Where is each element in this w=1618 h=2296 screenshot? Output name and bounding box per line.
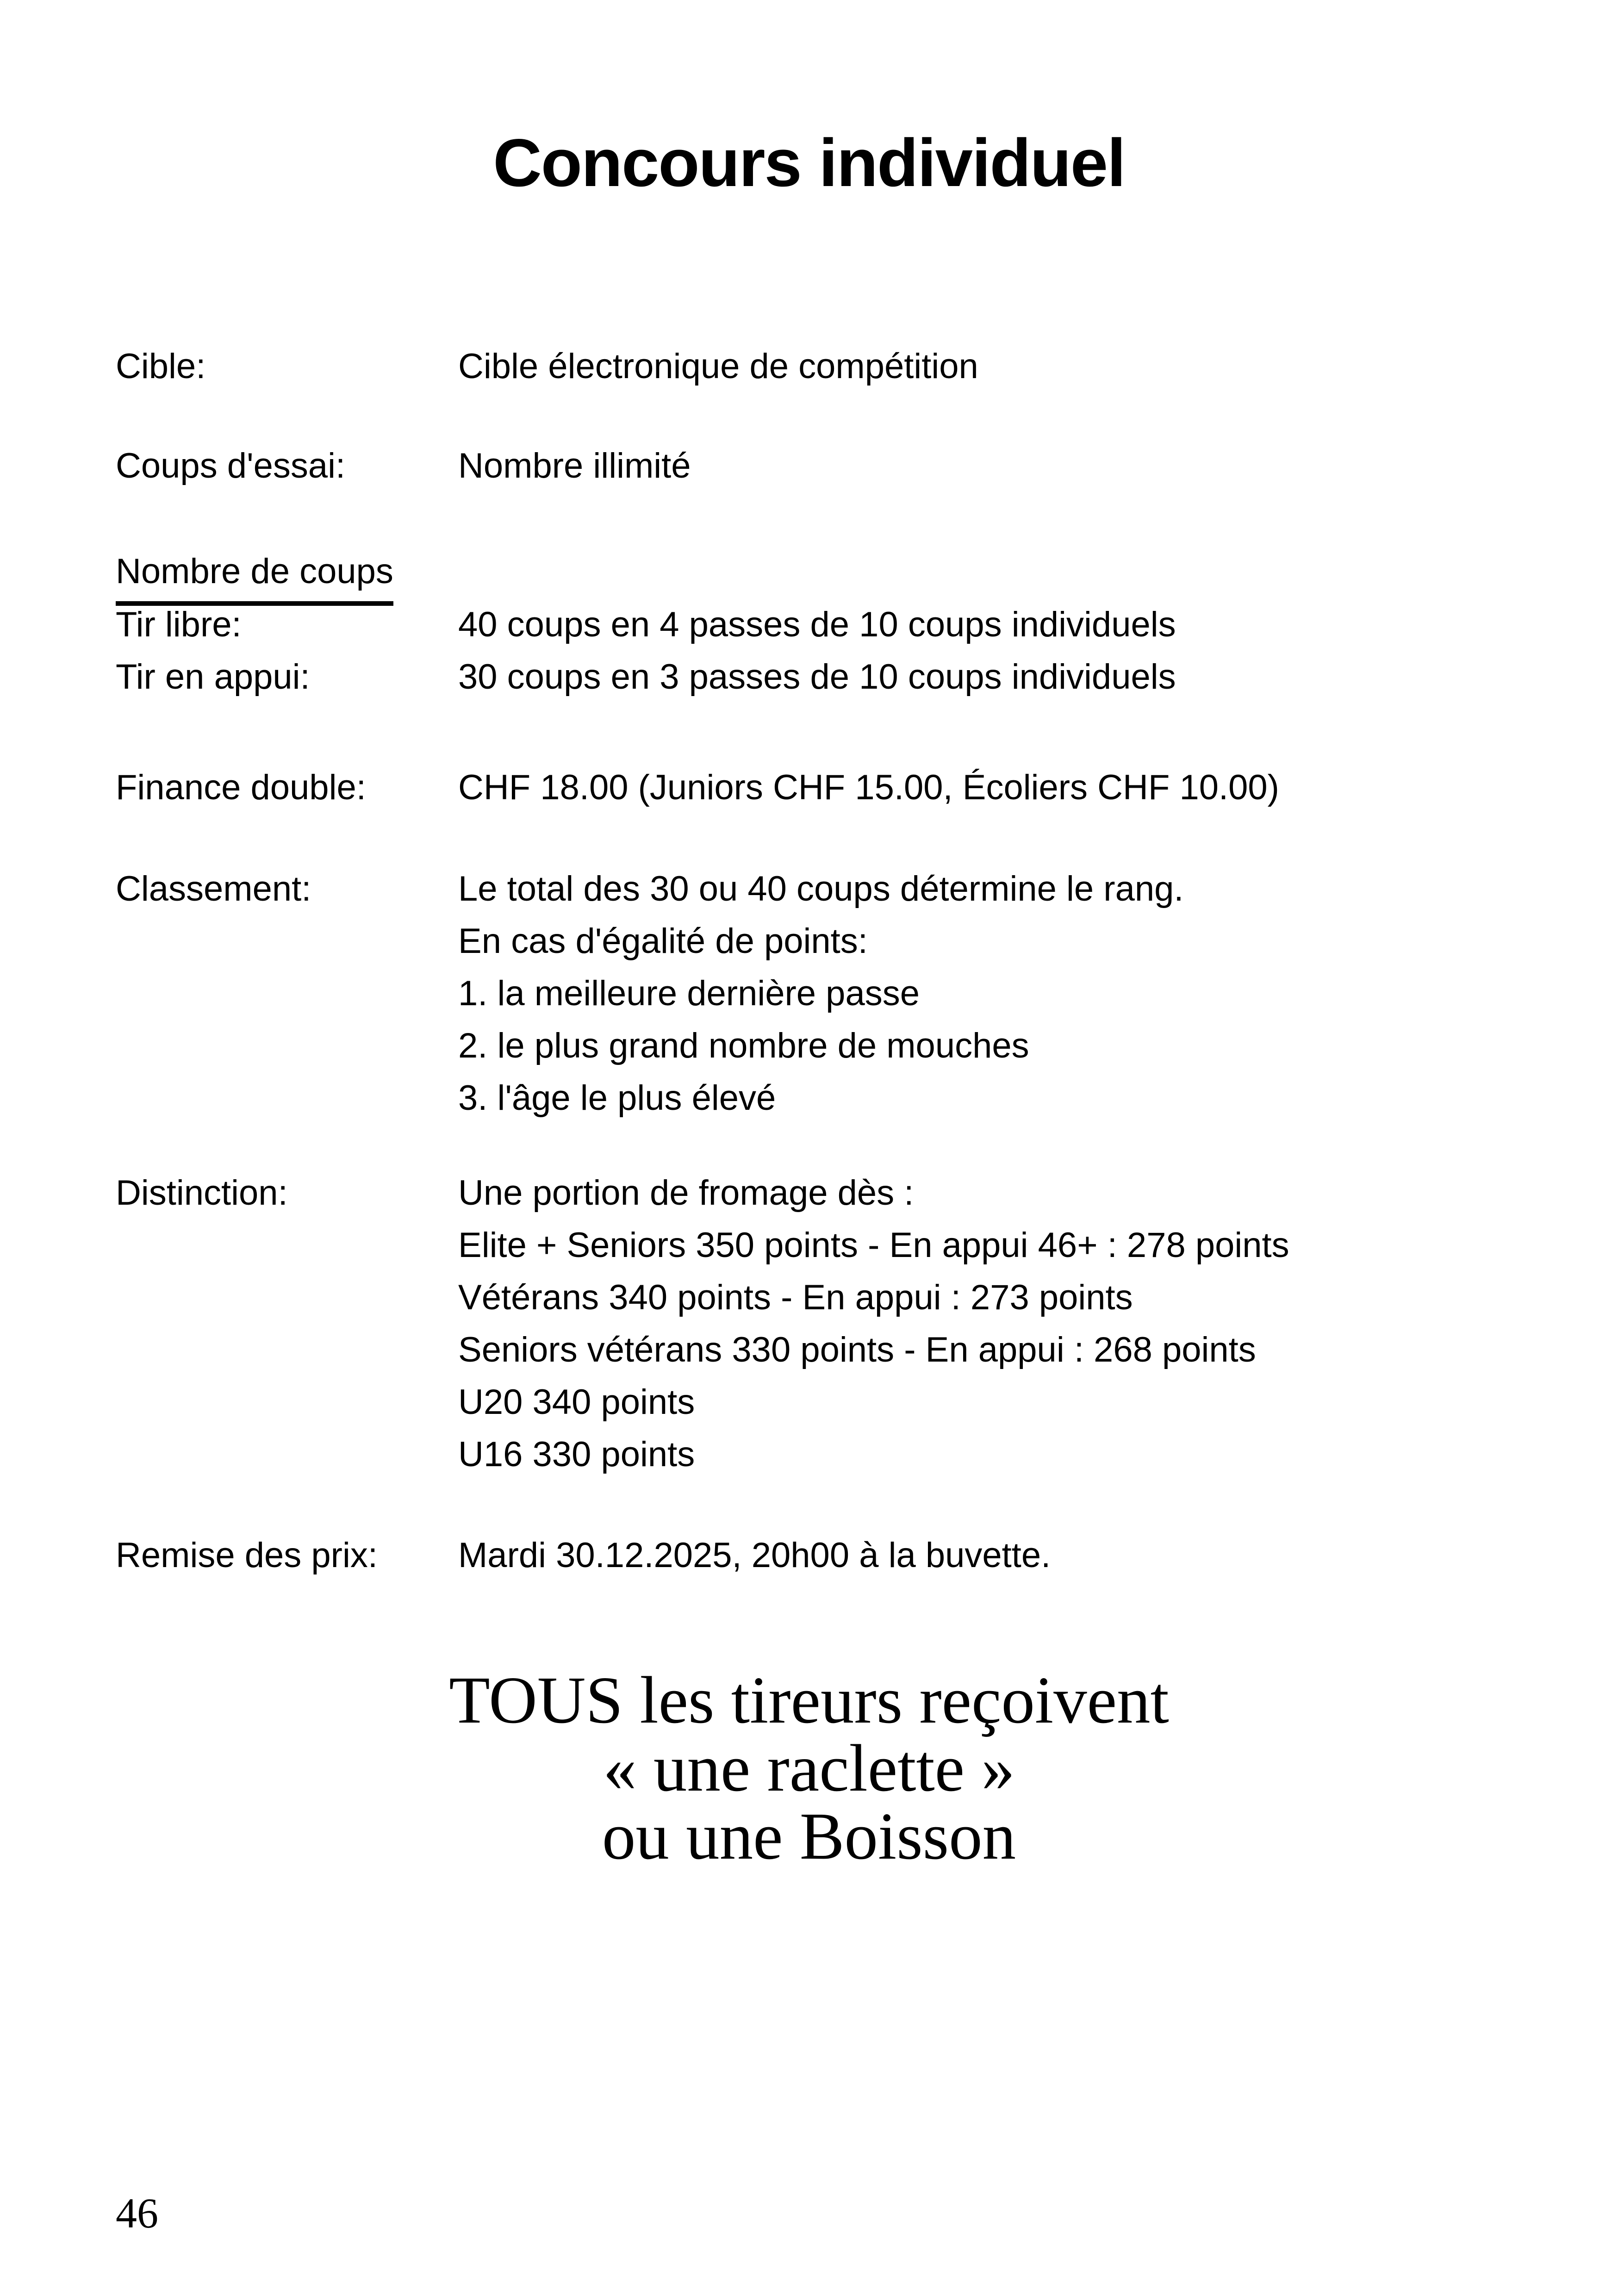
distinction-line: Vétérans 340 points - En appui : 273 points	[458, 1278, 1133, 1317]
classement-line: Le total des 30 ou 40 coups détermine le rang.	[458, 869, 1184, 908]
spec-row-remise	[116, 1529, 1564, 1581]
row-value-finance: CHF 18.00 (Juniors CHF 15.00, Écoliers CHF 10.00)	[458, 768, 1279, 807]
footer-line: TOUS les tireurs reçoivent	[449, 1663, 1169, 1737]
page-number: 46	[116, 2190, 158, 2237]
classement-line: 1. la meilleure dernière passe	[458, 974, 920, 1013]
row-value-tir-libre: 40 coups en 4 passes de 10 coups individuels	[458, 605, 1176, 644]
distinction-lines	[458, 1167, 1564, 1481]
classement-lines	[458, 863, 1564, 1124]
spec-row-distinction	[116, 1167, 1564, 1481]
classement-line: 2. le plus grand nombre de mouches	[458, 1026, 1029, 1065]
distinction-line: Seniors vétérans 330 points - En appui : 268 points	[458, 1330, 1256, 1369]
row-label-tir-en-appui: Tir en appui:	[116, 657, 310, 697]
row-label-cible: Cible:	[116, 347, 206, 386]
spec-row-tir-en-appui	[116, 651, 1564, 703]
footer-line: ou une Boisson	[602, 1799, 1016, 1873]
distinction-line: Elite + Seniors 350 points - En appui 46+ : 278 points	[458, 1226, 1289, 1265]
spec-row-finance	[116, 761, 1564, 814]
spec-row-cible	[116, 340, 1564, 392]
row-value-tir-en-appui: 30 coups en 3 passes de 10 coups individuels	[458, 657, 1176, 697]
classement-line: En cas d'égalité de points:	[458, 921, 868, 961]
row-value-cible: Cible électronique de compétition	[458, 347, 978, 386]
row-value-coups-essai: Nombre illimité	[458, 446, 691, 485]
section-heading-nombre-de-coups	[116, 545, 1564, 606]
row-label-classement: Classement:	[116, 869, 311, 908]
row-label-tir-libre: Tir libre:	[116, 605, 242, 644]
row-label-remise: Remise des prix:	[116, 1536, 378, 1575]
footer-banner	[0, 1663, 1618, 1873]
page-title: Concours individuel	[493, 125, 1125, 200]
distinction-line: U16 330 points	[458, 1435, 695, 1474]
row-label-distinction: Distinction:	[116, 1173, 288, 1213]
row-value-remise: Mardi 30.12.2025, 20h00 à la buvette.	[458, 1536, 1051, 1575]
spec-row-tir-libre	[116, 598, 1564, 651]
spec-row-coups-essai	[116, 440, 1564, 492]
distinction-line: U20 340 points	[458, 1382, 695, 1422]
distinction-line: Une portion de fromage dès :	[458, 1173, 914, 1213]
spec-row-classement	[116, 863, 1564, 1124]
footer-line: « une raclette »	[603, 1731, 1015, 1805]
row-label-coups-essai: Coups d'essai:	[116, 446, 346, 485]
row-label-finance: Finance double:	[116, 768, 366, 807]
classement-line: 3. l'âge le plus élevé	[458, 1078, 776, 1118]
underlined-heading: Nombre de coups	[116, 545, 393, 606]
